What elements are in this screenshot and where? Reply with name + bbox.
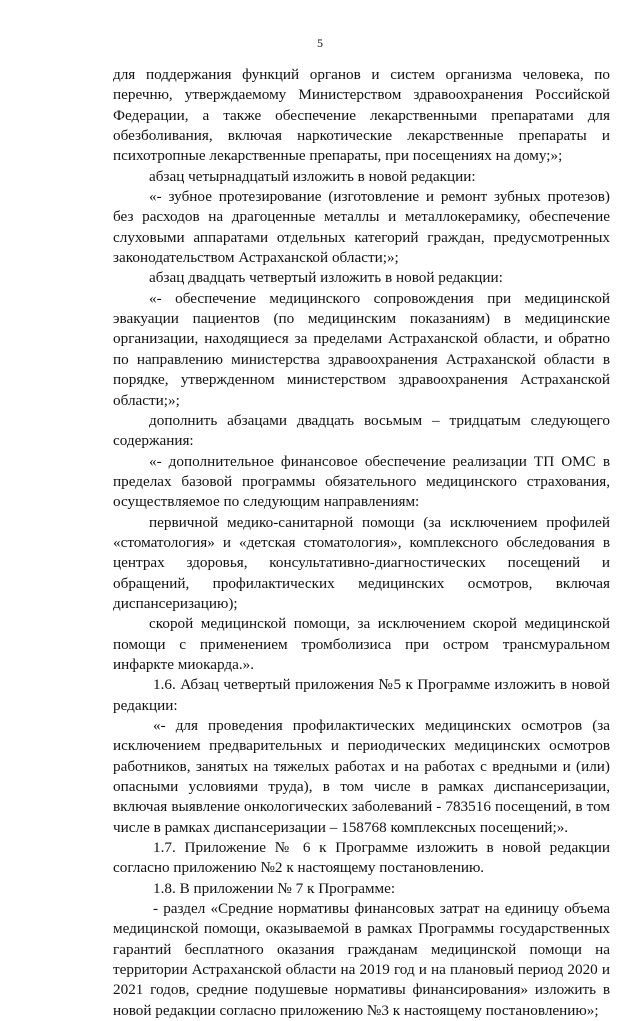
paragraph: дополнить абзацами двадцать восьмым – тридцатым следующего содержания: xyxy=(113,411,610,450)
paragraph-quote: «- дополнительное финансовое обеспечение реализации ТП ОМС в пределах базовой программы обязательного медицинского страхования, осуществляемое по следующим направлениям: xyxy=(113,452,610,511)
paragraph-continuation: для поддержания функций органов и систем организма человека, по перечню, утверждаемому Министерством здравоохранения Российской Федерации, а также обеспечение лекарственными препаратами для обезболивания, включая наркотические лекарственные препараты и психотропные лекарственные препараты, при посещениях на дому;»; xyxy=(113,66,610,165)
paragraph: абзац четырнадцатый изложить в новой редакции: xyxy=(149,167,476,185)
document-body xyxy=(113,65,610,1021)
paragraph: скорой медицинской помощи, за исключением скорой медицинской помощи с применением тромболизиса при остром трансмуральном инфаркте миокарда.». xyxy=(113,615,610,673)
paragraph-clause-1-7: 1.7. Приложение № 6 к Программе изложить в новой редакции согласно приложению №2 к настоящему постановлению. xyxy=(113,839,610,877)
paragraph-quote: «- для проведения профилактических медицинских осмотров (за исключением предварительных и периодических медицинских осмотров работников, занятых на тяжелых работах и на работах с вредными и (или) опасными условиями труда), в том числе в рамках диспансеризации, включая выявление онкологических заболеваний - 783516 посещений, в том числе в рамках диспансеризации – 158768 комплексных посещений;». xyxy=(113,717,610,836)
paragraph-clause-1-6: 1.6. Абзац четвертый приложения №5 к Программе изложить в новой редакции: xyxy=(113,676,610,714)
paragraph: - раздел «Средние нормативы финансовых затрат на единицу объема медицинской помощи, оказываемой в рамках Программы государственных гарантий бесплатного оказания гражданам медицинской помощи на территории Астраханской области на 2019 год и на плановый период 2020 и 2021 годов, средние подушевые нормативы финансирования» изложить в новой редакции согласно приложению №3 к настоящему постановлению»; xyxy=(113,900,610,1019)
page-number: 5 xyxy=(317,36,323,50)
paragraph-quote: «- зубное протезирование (изготовление и ремонт зубных протезов) без расходов на драгоценные металлы и металлокерамику, обеспечение слуховыми аппаратами отдельных категорий граждан, предусмотренных законодательством Астраханской области;»; xyxy=(113,188,610,267)
paragraph: первичной медико-санитарной помощи (за исключением профилей «стоматология» и «детская стоматология», комплексного обследования в центрах здоровья, консультативно-диагностических посещений и обращений, профилактических медицинских осмотров, включая диспансеризацию); xyxy=(113,513,610,612)
paragraph-quote: «- обеспечение медицинского сопровождения при медицинской эвакуации пациентов (по медицинским показаниям) в медицинские организации, находящиеся за пределами Астраханской области, и обратно по направлению министерства здравоохранения Астраханской области в порядке, утвержденном министерством здравоохранения Астраханской области;»; xyxy=(113,289,610,409)
paragraph-clause-1-8: 1.8. В приложении № 7 к Программе: xyxy=(153,879,396,897)
paragraph: абзац двадцать четвертый изложить в новой редакции: xyxy=(149,269,503,287)
